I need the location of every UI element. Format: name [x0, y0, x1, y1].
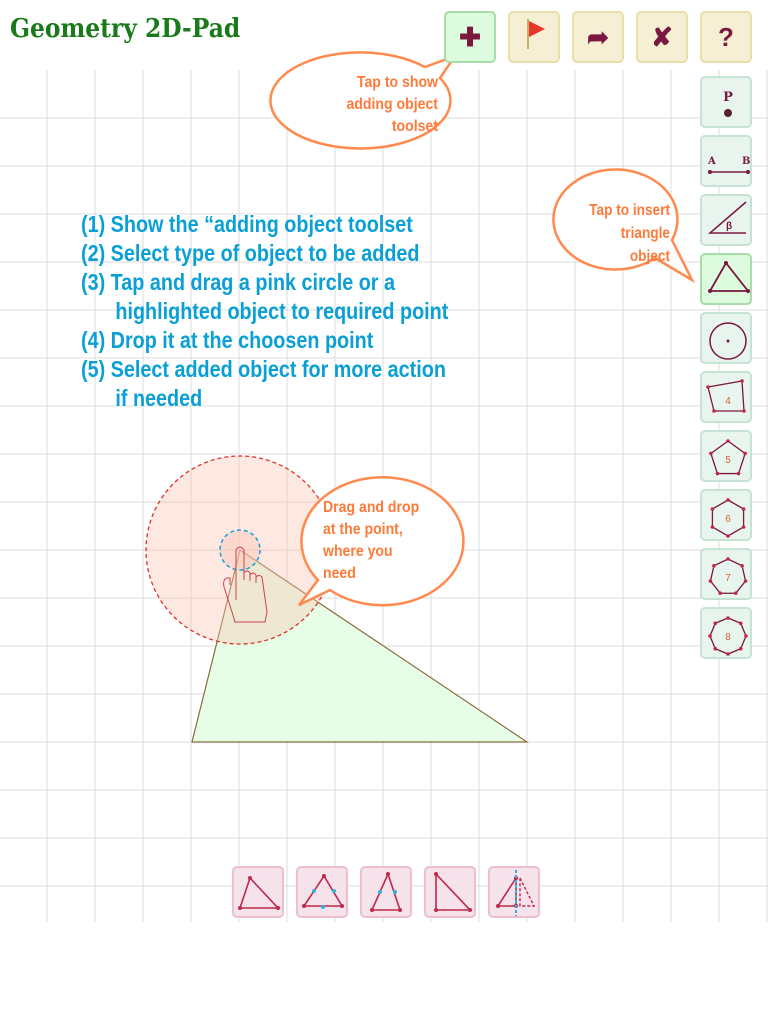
tool-quadrilateral[interactable] — [700, 371, 752, 423]
callout-triangle-text — [573, 199, 670, 268]
callout-line: Drag and drop — [323, 499, 420, 516]
step-2: (2) Select type of object to be added — [81, 240, 420, 266]
quadrilateral-icon — [702, 373, 754, 425]
step-3-cont: highlighted object to required point — [115, 298, 449, 324]
triangle-type-equilateral[interactable] — [360, 866, 412, 918]
triangle-type-right[interactable] — [424, 866, 476, 918]
heptagon-icon — [702, 550, 754, 602]
right-triangle-icon — [426, 868, 478, 920]
equilateral-triangle-icon — [362, 868, 414, 920]
octagon-label: 8 — [725, 632, 731, 643]
angle-icon — [702, 196, 754, 248]
tool-octagon[interactable] — [700, 607, 752, 659]
hexagon-label: 6 — [725, 514, 731, 525]
callout-line: Tap to show — [356, 74, 438, 91]
tool-heptagon[interactable] — [700, 548, 752, 600]
callout-line: need — [323, 565, 356, 582]
heptagon-label: 7 — [725, 573, 731, 584]
callout-line: Tap to insert — [589, 202, 670, 219]
callout-line: toolset — [391, 118, 438, 135]
reflected-triangle-icon — [490, 868, 542, 920]
pentagon-icon — [702, 432, 754, 484]
x-icon: ✘ — [651, 21, 673, 52]
tool-point[interactable] — [700, 76, 752, 128]
hexagon-icon — [702, 491, 754, 543]
callout-line: where you — [323, 543, 393, 560]
triangle-icon — [702, 255, 754, 307]
callout-line: adding object — [346, 96, 438, 113]
point-icon — [724, 109, 732, 117]
triangle-type-reflected[interactable] — [488, 866, 540, 918]
app-title: Geometry 2D-Pad — [10, 14, 241, 44]
segment-label-b: B — [742, 156, 751, 167]
arrow-right-icon: ➦ — [587, 21, 609, 52]
point-label: P — [723, 90, 733, 105]
quadrilateral-label: 4 — [725, 396, 731, 407]
tool-segment[interactable] — [700, 135, 752, 187]
step-3: (3) Tap and drag a pink circle or a — [81, 269, 396, 295]
delete-button[interactable] — [636, 11, 688, 63]
triangle-type-isosceles[interactable] — [296, 866, 348, 918]
plus-icon: ✚ — [459, 21, 481, 52]
callout-line: at the point, — [323, 521, 403, 538]
step-1: (1) Show the “adding object toolset — [81, 211, 413, 237]
callout-line: object — [629, 248, 670, 265]
octagon-icon — [702, 609, 754, 661]
instructions — [81, 210, 448, 413]
add-button[interactable] — [444, 11, 496, 63]
redo-button[interactable] — [572, 11, 624, 63]
help-button[interactable] — [700, 11, 752, 63]
flag-icon — [519, 17, 549, 58]
step-5: (5) Select added object for more action — [81, 356, 446, 382]
pentagon-label: 5 — [725, 455, 731, 466]
tool-hexagon[interactable] — [700, 489, 752, 541]
triangle-type-scalene[interactable] — [232, 866, 284, 918]
drag-handle-circle[interactable] — [220, 530, 260, 570]
tool-angle[interactable] — [700, 194, 752, 246]
circle-icon — [702, 314, 754, 366]
tool-triangle[interactable] — [700, 253, 752, 305]
callout-toolset-text — [332, 72, 438, 138]
tool-circle[interactable] — [700, 312, 752, 364]
step-4: (4) Drop it at the choosen point — [81, 327, 374, 353]
angle-label: β — [726, 221, 733, 232]
segment-label-a: A — [708, 156, 716, 167]
callout-drag-text — [323, 497, 419, 585]
flag-button[interactable] — [508, 11, 560, 63]
question-icon: ? — [718, 21, 734, 52]
callout-line: triangle — [620, 225, 670, 242]
step-5-cont: if needed — [115, 385, 203, 411]
isosceles-triangle-icon — [298, 868, 350, 920]
tool-pentagon[interactable] — [700, 430, 752, 482]
scalene-triangle-icon — [234, 868, 286, 920]
